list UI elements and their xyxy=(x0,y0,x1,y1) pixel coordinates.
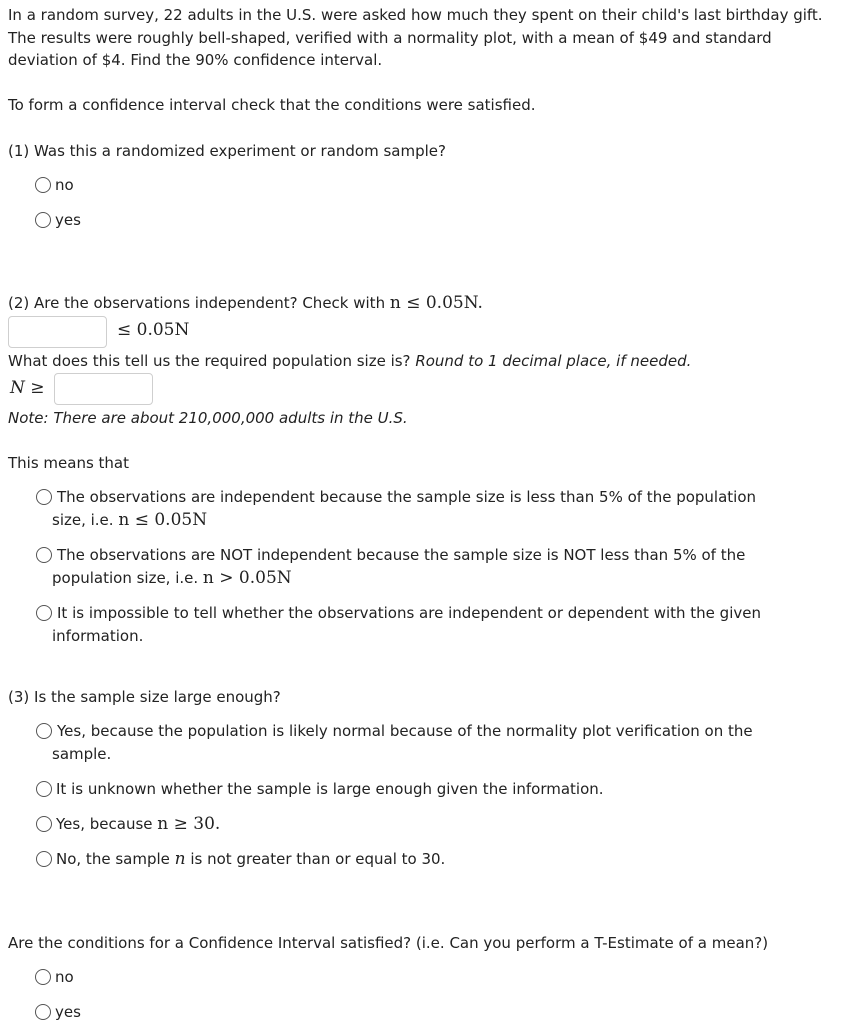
question-2-math: n ≤ 0.05N. xyxy=(389,293,483,313)
option-label: yes xyxy=(55,211,81,229)
population-question-text: What does this tell us the required population size is? xyxy=(8,352,411,370)
q2-option-not-independent[interactable] xyxy=(52,544,783,589)
population-question xyxy=(8,350,829,373)
radio-button[interactable] xyxy=(35,1004,51,1020)
option-label: no xyxy=(55,968,74,986)
option-label-suffix: is not greater than or equal to 30. xyxy=(190,850,446,868)
question-1: (1) Was this a randomized experiment or random sample? xyxy=(8,142,446,160)
option-label: Yes, because xyxy=(56,815,153,833)
option-math: n ≥ 30. xyxy=(157,814,221,834)
radio-button[interactable] xyxy=(36,851,52,867)
problem-statement: In a random survey, 22 adults in the U.S. were asked how much they spent on their child's last birthday gift. The results were roughly bell-shaped, verified with a normality plot, with a mean of $49 and standard deviation of $4. Find the 90% confidence interval. xyxy=(8,6,823,69)
q3-option-yes-30[interactable] xyxy=(36,813,220,836)
question-3: (3) Is the sample size large enough? xyxy=(8,688,281,706)
question-2 xyxy=(8,292,829,315)
radio-button[interactable] xyxy=(36,547,52,563)
q2-option-independent[interactable] xyxy=(52,486,783,531)
conditions-intro: To form a confidence interval check that the conditions were satisfied. xyxy=(8,96,536,114)
radio-button[interactable] xyxy=(36,723,52,739)
option-label: yes xyxy=(55,1003,81,1021)
radio-button[interactable] xyxy=(35,177,51,193)
option-label: It is unknown whether the sample is large enough given the information. xyxy=(56,780,604,798)
option-math: n > 0.05N xyxy=(202,567,292,588)
q3-option-normal[interactable] xyxy=(52,720,783,765)
q1-option-yes[interactable] xyxy=(35,209,81,232)
radio-button[interactable] xyxy=(35,969,51,985)
population-label: N ≥ xyxy=(10,378,45,398)
option-label: No, the sample xyxy=(56,850,170,868)
option-label: Yes, because the population is likely normal because of the normality plot verification on the sample. xyxy=(52,722,753,763)
inequality-label: ≤ 0.05N xyxy=(117,320,190,340)
q2-option-impossible[interactable] xyxy=(52,602,783,647)
question-2-text: (2) Are the observations independent? Check with xyxy=(8,294,386,312)
radio-button[interactable] xyxy=(35,212,51,228)
sample-size-input[interactable] xyxy=(8,316,107,348)
option-label: The observations are independent because the sample size is less than 5% of the population size, i.e. xyxy=(52,488,757,529)
q1-option-no[interactable] xyxy=(35,174,74,197)
radio-button[interactable] xyxy=(36,489,52,505)
radio-button[interactable] xyxy=(36,605,52,621)
final-option-no[interactable] xyxy=(35,966,74,989)
final-question: Are the conditions for a Confidence Interval satisfied? (i.e. Can you perform a T-Estimate of a mean?) xyxy=(8,934,769,952)
option-label: The observations are NOT independent because the sample size is NOT less than 5% of the population size, i.e. xyxy=(52,546,746,587)
option-math: n ≤ 0.05N xyxy=(118,509,208,530)
population-size-input[interactable] xyxy=(54,373,153,405)
radio-button[interactable] xyxy=(36,781,52,797)
radio-button[interactable] xyxy=(36,816,52,832)
q3-option-unknown[interactable] xyxy=(36,778,604,801)
q3-option-no-30[interactable] xyxy=(36,848,445,871)
option-label: no xyxy=(55,176,74,194)
option-label: It is impossible to tell whether the observations are independent or dependent with the given information. xyxy=(52,604,761,645)
option-math: n xyxy=(174,849,186,869)
population-note: Note: There are about 210,000,000 adults in the U.S. xyxy=(8,409,408,427)
final-option-yes[interactable] xyxy=(35,1001,81,1024)
rounding-hint: Round to 1 decimal place, if needed. xyxy=(415,352,692,370)
means-that-label: This means that xyxy=(8,454,130,472)
